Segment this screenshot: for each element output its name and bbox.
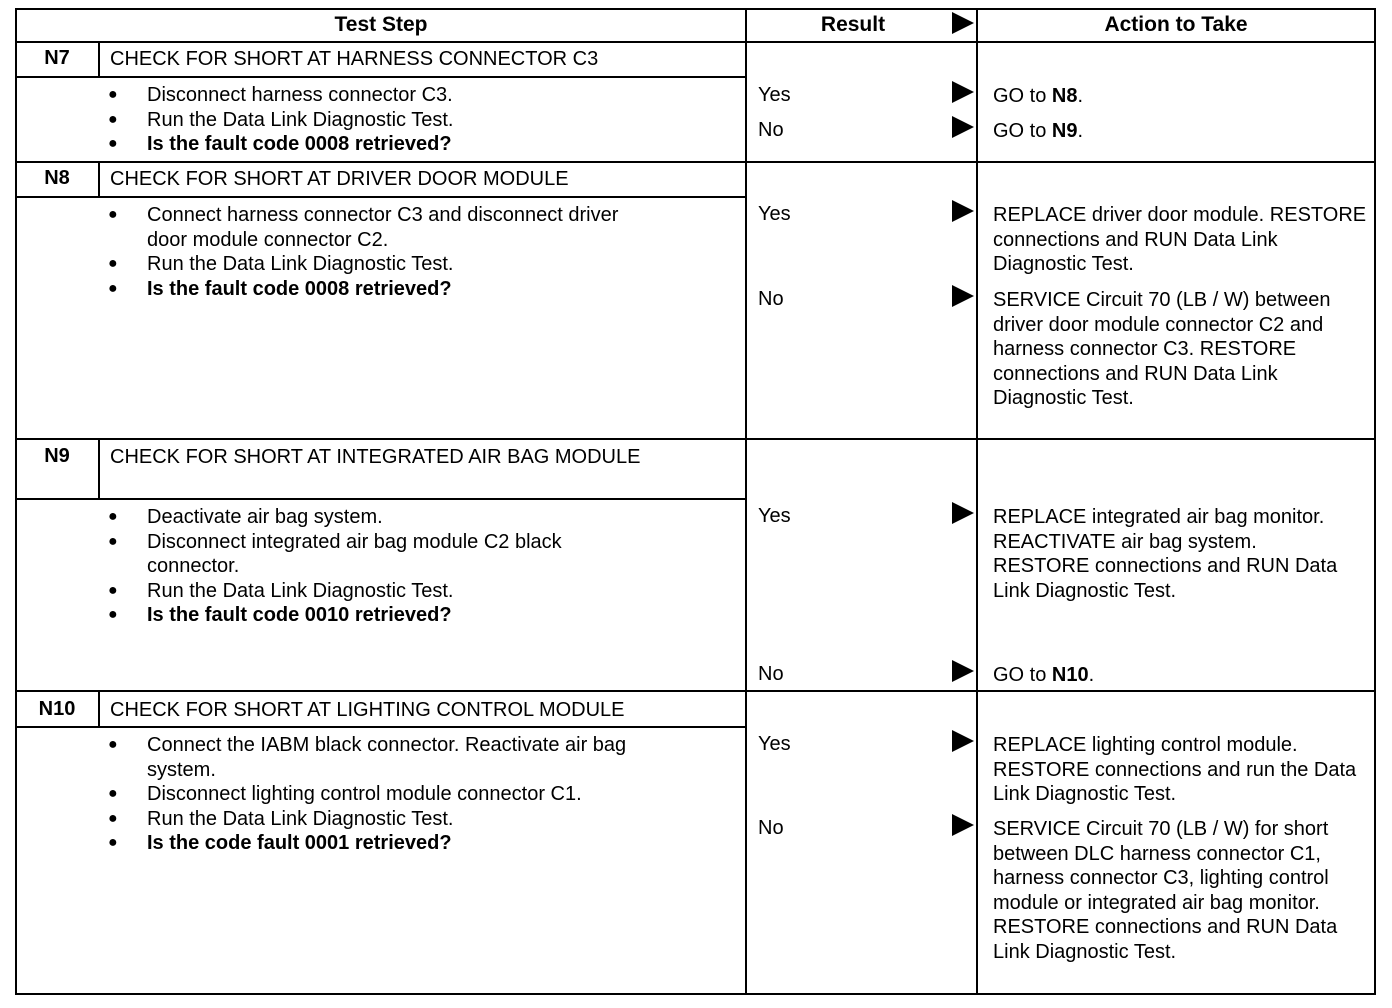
step-bullets-n10 — [108, 733, 738, 856]
column-divider-result — [745, 8, 747, 995]
header-action: Action to Take — [1104, 13, 1248, 36]
arrow-icon — [952, 285, 974, 307]
action-text: REPLACE lighting control module. RESTORE connections and run the Data Link Diagnostic Test. — [993, 734, 1357, 805]
arrow-icon — [952, 116, 974, 138]
bullet-item: ● Disconnect lighting control module connector C1. — [108, 782, 738, 807]
step-id-n8: N8 — [44, 167, 70, 189]
step-title-n10: CHECK FOR SHORT AT LIGHTING CONTROL MODULE — [110, 699, 625, 721]
step-id-n10: N10 — [38, 698, 76, 720]
result-label-no: No — [758, 817, 784, 839]
header-test-step: Test Step — [334, 13, 428, 36]
title-underline-n8 — [15, 196, 747, 198]
id-divider-n9 — [98, 438, 100, 499]
arrow-icon — [952, 814, 974, 836]
result-label-no: No — [758, 288, 784, 310]
table-border-bottom — [15, 993, 1376, 995]
bullet-item: ● Deactivate air bag system. — [108, 505, 738, 530]
column-divider-action — [976, 8, 978, 995]
header-arrow-icon — [952, 12, 974, 34]
bullet-item: ● Run the Data Link Diagnostic Test. — [108, 108, 738, 133]
table-border-left — [15, 8, 17, 995]
action-text: GO to N8. — [993, 85, 1084, 107]
section-divider-n8 — [15, 161, 1376, 163]
arrow-icon — [952, 81, 974, 103]
step-bullets-n7 — [108, 83, 738, 157]
arrow-icon — [952, 200, 974, 222]
section-divider-n9 — [15, 438, 1376, 440]
step-title-n7: CHECK FOR SHORT AT HARNESS CONNECTOR C3 — [110, 48, 599, 70]
bullet-question: ● Is the fault code 0010 retrieved? — [108, 603, 738, 628]
action-text: REPLACE integrated air bag monitor. REACTIVATE air bag system. RESTORE connections and RUN Data Link Diagnostic Test. — [993, 506, 1338, 602]
action-text: REPLACE driver door module. RESTORE connections and RUN Data Link Diagnostic Test. — [993, 204, 1367, 275]
result-label-yes: Yes — [758, 203, 791, 225]
title-underline-n9 — [15, 498, 747, 500]
action-text: GO to N10. — [993, 664, 1095, 686]
id-divider-n7 — [98, 41, 100, 77]
result-label-yes: Yes — [758, 733, 791, 755]
step-title-n8: CHECK FOR SHORT AT DRIVER DOOR MODULE — [110, 168, 569, 190]
arrow-icon — [952, 730, 974, 752]
bullet-item: ● Run the Data Link Diagnostic Test. — [108, 579, 738, 604]
bullet-item: ● Run the Data Link Diagnostic Test. — [108, 252, 738, 277]
arrow-icon — [952, 660, 974, 682]
bullet-item: ● Disconnect integrated air bag module C2 black connector. — [108, 530, 738, 579]
title-underline-n10 — [15, 726, 747, 728]
bullet-question: ● Is the fault code 0008 retrieved? — [108, 132, 738, 157]
bullet-question: ● Is the code fault 0001 retrieved? — [108, 831, 738, 856]
step-bullets-n9 — [108, 505, 738, 628]
id-divider-n10 — [98, 690, 100, 727]
bullet-item: ● Connect harness connector C3 and disconnect driver door module connector C2. — [108, 203, 738, 252]
result-label-no: No — [758, 663, 784, 685]
arrow-icon — [952, 502, 974, 524]
bullet-item: ● Connect the IABM black connector. Reactivate air bag system. — [108, 733, 738, 782]
section-divider-n10 — [15, 690, 1376, 692]
bullet-question: ● Is the fault code 0008 retrieved? — [108, 277, 738, 302]
step-id-n9: N9 — [44, 445, 70, 467]
title-underline-n7 — [15, 76, 747, 78]
bullet-item: ● Disconnect harness connector C3. — [108, 83, 738, 108]
action-text: SERVICE Circuit 70 (LB / W) between driver door module connector C2 and harness connector C3. RESTORE connections and RUN Data Link Diagnostic Test. — [993, 289, 1331, 409]
step-bullets-n8 — [108, 203, 738, 301]
action-text: SERVICE Circuit 70 (LB / W) for short between DLC harness connector C1, harness connector C3, lighting control module or integrated air bag monitor. RESTORE connections and RUN Data Link Diagnostic Test. — [993, 818, 1338, 963]
step-title-n9: CHECK FOR SHORT AT INTEGRATED AIR BAG MODULE — [110, 446, 641, 468]
step-id-n7: N7 — [44, 47, 70, 69]
id-divider-n8 — [98, 161, 100, 197]
action-text: GO to N9. — [993, 120, 1084, 142]
table-border-right — [1374, 8, 1376, 995]
result-label-no: No — [758, 119, 784, 141]
header-result: Result — [820, 13, 886, 36]
result-label-yes: Yes — [758, 505, 791, 527]
result-label-yes: Yes — [758, 84, 791, 106]
bullet-item: ● Run the Data Link Diagnostic Test. — [108, 807, 738, 832]
